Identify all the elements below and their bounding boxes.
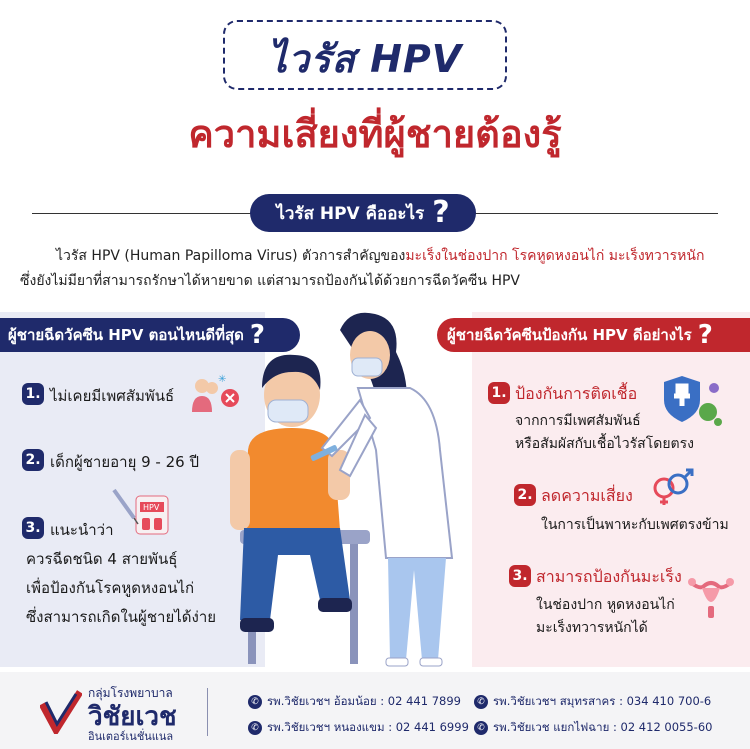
left-section-header [0, 318, 300, 352]
question-mark-icon: ? [432, 195, 450, 230]
hospital-logo-icon [40, 690, 82, 734]
intro-text-1a: ไวรัส HPV (Human Papilloma Virus) ตัวการสำคัญของ [56, 248, 406, 264]
right-item-3-line-1: ในช่องปาก หูดหงอนไก่ [536, 597, 675, 613]
item-number-badge: 1. [488, 382, 510, 404]
item-number-badge: 2. [22, 449, 44, 471]
contact-text: รพ.วิชัยเวชฯ สมุทรสาคร : 034 410 700-6 [493, 694, 712, 708]
right-item-2-title: ลดความเสี่ยง [541, 486, 633, 505]
right-item-1-title: ป้องกันการติดเชื้อ [515, 384, 638, 403]
contact-text: รพ.วิชัยเวชฯ หนองแขม : 02 441 6999 [267, 720, 469, 734]
title-subtitle: ความเสี่ยงที่ผู้ชายต้องรู้ [188, 112, 562, 156]
item-number-badge: 3. [509, 565, 531, 587]
question-pill-label: ไวรัส HPV คืออะไร [276, 203, 425, 224]
right-item-1-line-2: หรือสัมผัสกับเชื้อไวรัสโดยตรง [515, 436, 694, 452]
couple-no-icon [188, 372, 240, 416]
left-item-2-text: เด็กผู้ชายอายุ 9 - 26 ปี [50, 453, 199, 471]
contact-yaekfaichai [474, 719, 712, 737]
left-item-1-text: ไม่เคยมีเพศสัมพันธ์ [50, 387, 175, 405]
intro-paragraph [20, 244, 740, 294]
contact-text: รพ.วิชัยเวชฯ อ้อมน้อย : 02 441 7899 [267, 694, 461, 708]
left-item-3-line-1: ควรฉีดชนิด 4 สายพันธุ์ [26, 550, 178, 568]
left-item-3-text: แนะนำว่า [50, 521, 114, 539]
intro-text-2: ซึ่งยังไม่มียาที่สามารถรักษาได้หายขาด แต่สามารถป้องกันได้ด้วยการฉีดวัคซีน HPV [20, 273, 521, 289]
footer-divider [207, 688, 208, 736]
question-pill [250, 194, 476, 232]
right-section-title: ผู้ชายฉีดวัคซีนป้องกัน HPV ดีอย่างไร [447, 326, 692, 344]
right-item-1-line-1: จากการมีเพศสัมพันธ์ [515, 413, 641, 429]
logo-text-name: วิชัยเวช [88, 702, 177, 732]
shield-virus-icon [662, 372, 724, 430]
gender-icon [648, 466, 696, 506]
intro-text-1b: มะเร็งในช่องปาก โรคหูดหงอนไก่ มะเร็งทวารหนัก [405, 248, 705, 264]
vaccine-vial-icon [112, 488, 174, 536]
vaccination-illustration [200, 300, 500, 672]
contact-omnoi [248, 693, 461, 711]
left-item-3-line-2: เพื่อป้องกันโรคหูดหงอนไก่ [26, 579, 195, 597]
svg-text:✳: ✳ [218, 374, 227, 385]
question-mark-icon: ? [697, 320, 713, 350]
right-section-header [437, 318, 750, 352]
phone-icon: ✆ [474, 695, 488, 709]
right-item-3-line-2: มะเร็งทวารหนักได้ [536, 620, 648, 636]
contact-nongkhaem [248, 719, 469, 737]
item-number-badge: 1. [22, 383, 44, 405]
question-mark-icon: ? [249, 320, 265, 350]
phone-icon: ✆ [248, 721, 262, 735]
item-number-badge: 2. [514, 484, 536, 506]
phone-icon: ✆ [248, 695, 262, 709]
left-section-title: ผู้ชายฉีดวัคซีน HPV ตอนไหนดีที่สุด [8, 326, 244, 344]
phone-icon: ✆ [474, 721, 488, 735]
logo-text-group: กลุ่มโรงพยาบาล [88, 686, 173, 700]
logo-text-international: อินเตอร์เนชั่นแนล [88, 730, 174, 743]
right-item-3-title: สามารถป้องกันมะเร็ง [536, 567, 682, 586]
title-main: ไวรัส HPV [267, 37, 463, 81]
item-number-badge: 3. [22, 517, 44, 539]
right-item-2-line-1: ในการเป็นพาหะกับเพศตรงข้าม [541, 517, 729, 533]
vial-label: HPV [143, 503, 160, 512]
contact-text: รพ.วิชัยเวช แยกไฟฉาย : 02 412 0055-60 [493, 720, 713, 734]
left-item-3-line-3: ซึ่งสามารถเกิดในผู้ชายได้ง่าย [26, 608, 217, 626]
patient-illustration [230, 355, 352, 632]
contact-samutsakhon [474, 693, 711, 711]
uterus-icon [686, 570, 736, 620]
